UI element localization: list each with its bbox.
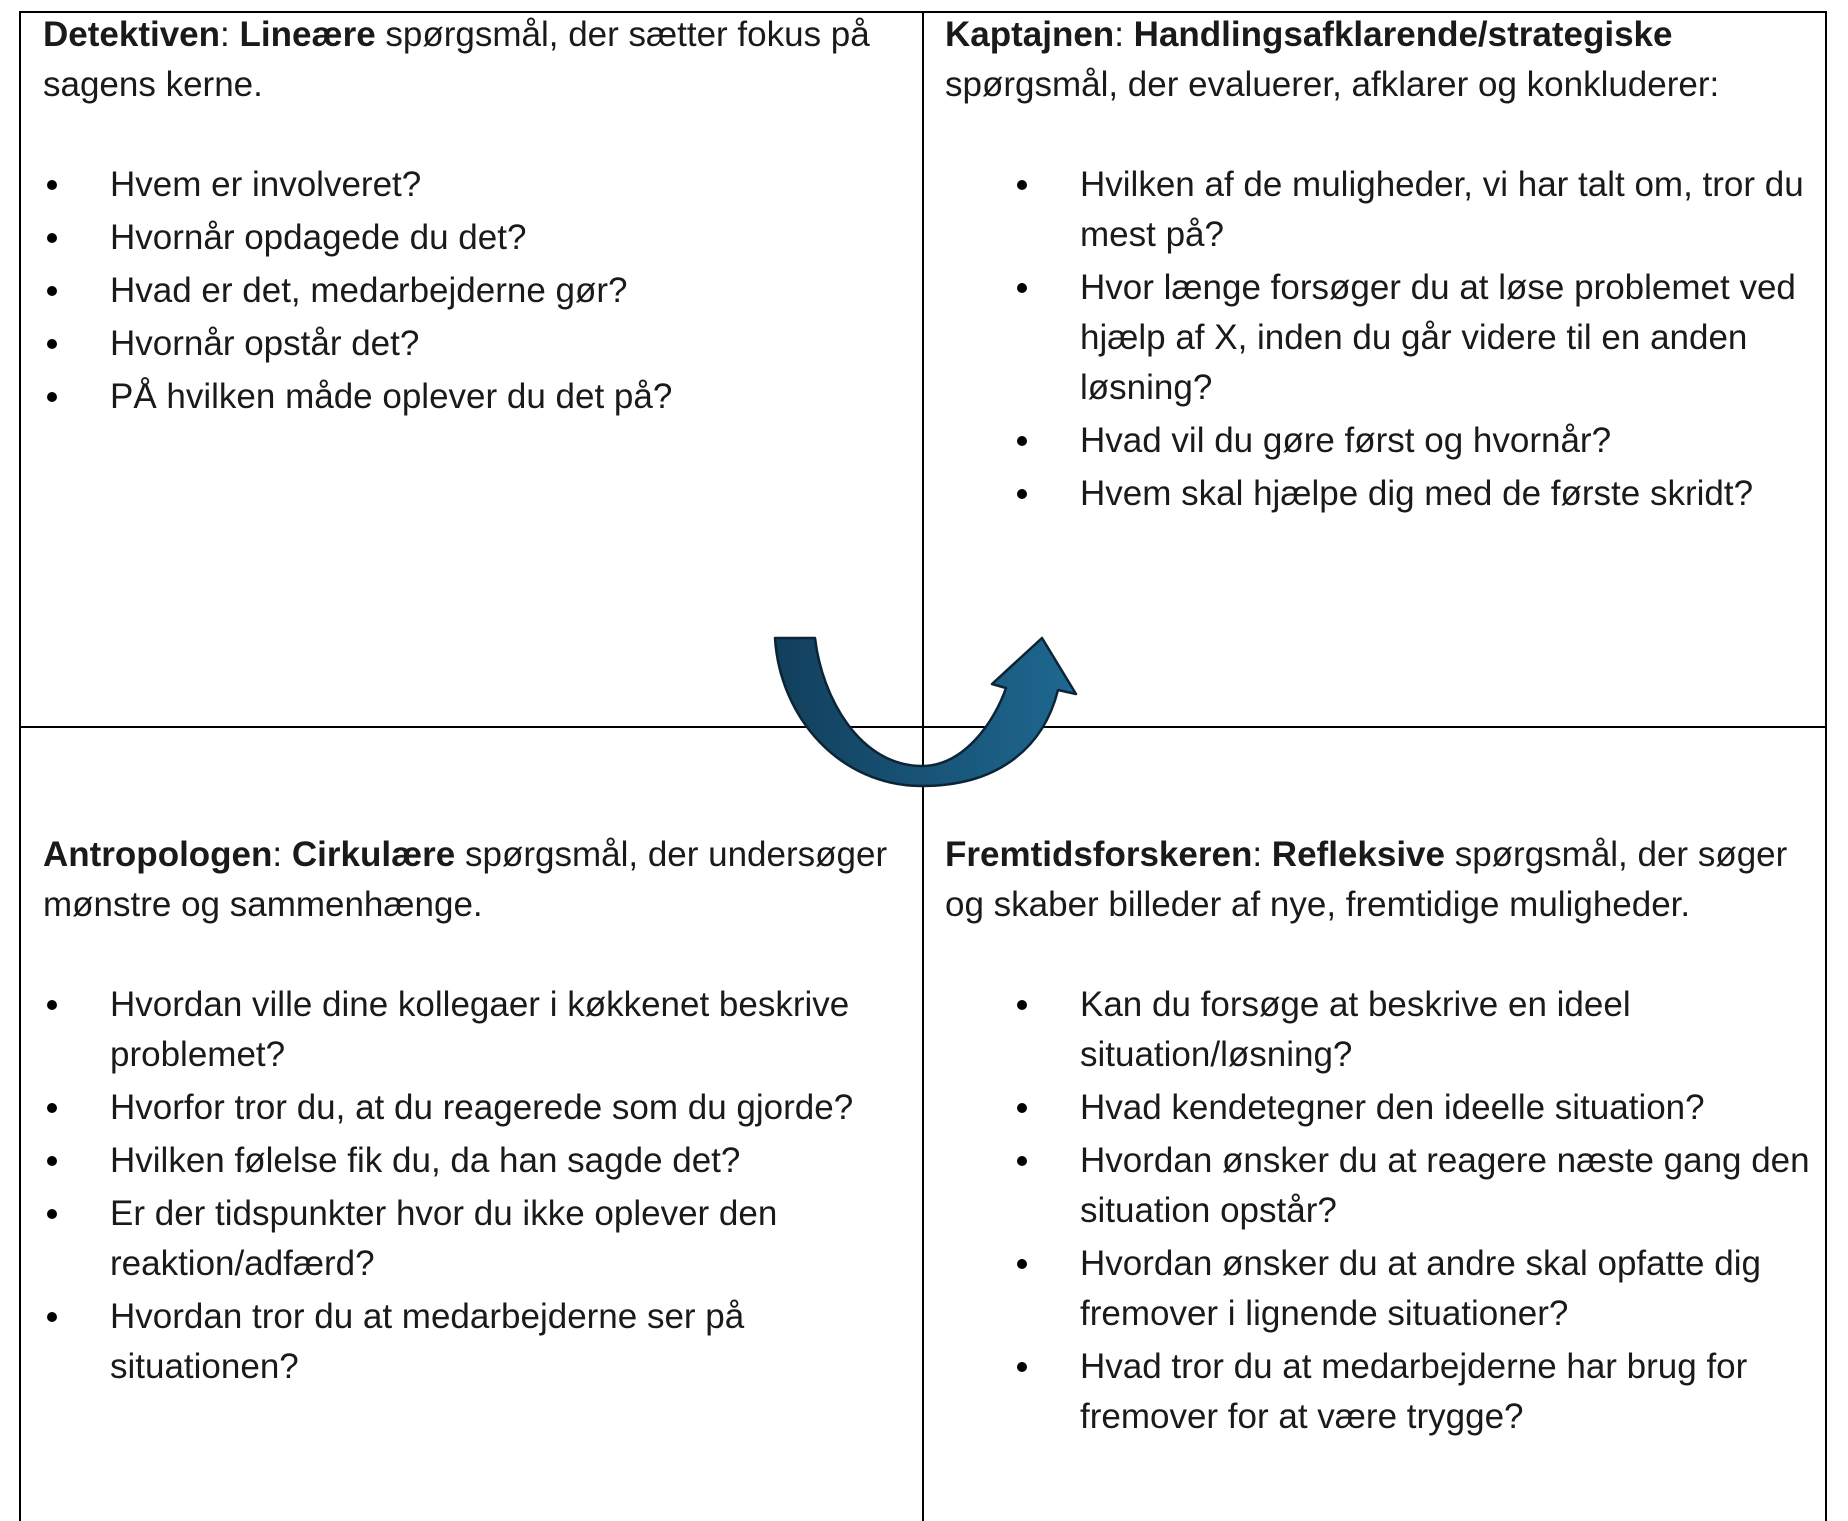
captain-colon: : [1114,15,1124,54]
list-item: Hvornår opdagede du det? [43,213,903,263]
futurist-colon: : [1252,835,1263,874]
futurist-type: Refleksive [1271,835,1445,874]
detective-colon: : [220,15,230,54]
spacer [945,930,1820,980]
anthropologist-question-list [43,980,903,1392]
anthropologist-type: Cirkulære [291,835,456,874]
futurist-intro-text: spørgsmål, der søger og skaber billeder af nye, fremtidige muligheder. [945,835,1788,924]
detective-role: Detektiven [43,15,221,54]
list-item: Hvad er det, medarbejderne gør? [43,266,903,316]
anthropologist-colon: : [272,835,283,874]
futurist-intro [945,830,1820,930]
list-item: Hvor længe forsøger du at løse problemet ved hjælp af X, inden du går videre til en anden løsning? [1013,263,1815,413]
list-item: Hvordan ønsker du at andre skal opfatte dig fremover i lignende situationer? [1013,1239,1820,1339]
list-item: Hvad kendetegner den ideelle situation? [1013,1083,1820,1133]
anthropologist-role: Antropologen [43,835,273,874]
spacer [43,110,903,160]
list-item: PÅ hvilken måde oplever du det på? [43,372,903,422]
captain-type: Handlingsafklarende/strategiske [1133,15,1673,54]
curved-u-turn-arrow-icon [760,628,1090,798]
cell-captain [945,10,1815,522]
captain-role: Kaptajnen [945,15,1115,54]
cell-anthropologist [43,830,903,1395]
captain-intro-text: spørgsmål, der evaluerer, afklarer og konkluderer: [945,65,1720,104]
list-item: Hvilken følelse fik du, da han sagde det? [43,1136,903,1186]
list-item: Kan du forsøge at beskrive en ideel situation/løsning? [1013,980,1820,1080]
detective-question-list [43,160,903,422]
captain-intro [945,10,1815,110]
list-item: Hvorfor tror du, at du reagerede som du gjorde? [43,1083,903,1133]
spacer [945,110,1815,160]
captain-question-list [1013,160,1815,519]
anthropologist-intro [43,830,903,930]
detective-type: Lineære [239,15,376,54]
cell-futurist [945,830,1820,1445]
futurist-question-list [1013,980,1820,1442]
list-item: Hvornår opstår det? [43,319,903,369]
spacer [43,930,903,980]
list-item: Hvilken af de muligheder, vi har talt om, tror du mest på? [1013,160,1815,260]
list-item: Hvordan ønsker du at reagere næste gang den situation opstår? [1013,1136,1820,1236]
list-item: Hvordan ville dine kollegaer i køkkenet beskrive problemet? [43,980,903,1080]
list-item: Er der tidspunkter hvor du ikke oplever den reaktion/adfærd? [43,1189,903,1289]
list-item: Hvem skal hjælpe dig med de første skridt? [1013,469,1815,519]
list-item: Hvad tror du at medarbejderne har brug for fremover for at være trygge? [1013,1342,1820,1442]
list-item: Hvad vil du gøre først og hvornår? [1013,416,1815,466]
futurist-role: Fremtidsforskeren [945,835,1253,874]
anthropologist-intro-text: spørgsmål, der undersøger mønstre og sammenhænge. [43,835,888,924]
detective-intro [43,10,903,110]
list-item: Hvem er involveret? [43,160,903,210]
list-item: Hvordan tror du at medarbejderne ser på situationen? [43,1292,903,1392]
cell-detective [43,10,903,425]
detective-intro-text: spørgsmål, der sætter fokus på sagens kerne. [43,15,870,104]
